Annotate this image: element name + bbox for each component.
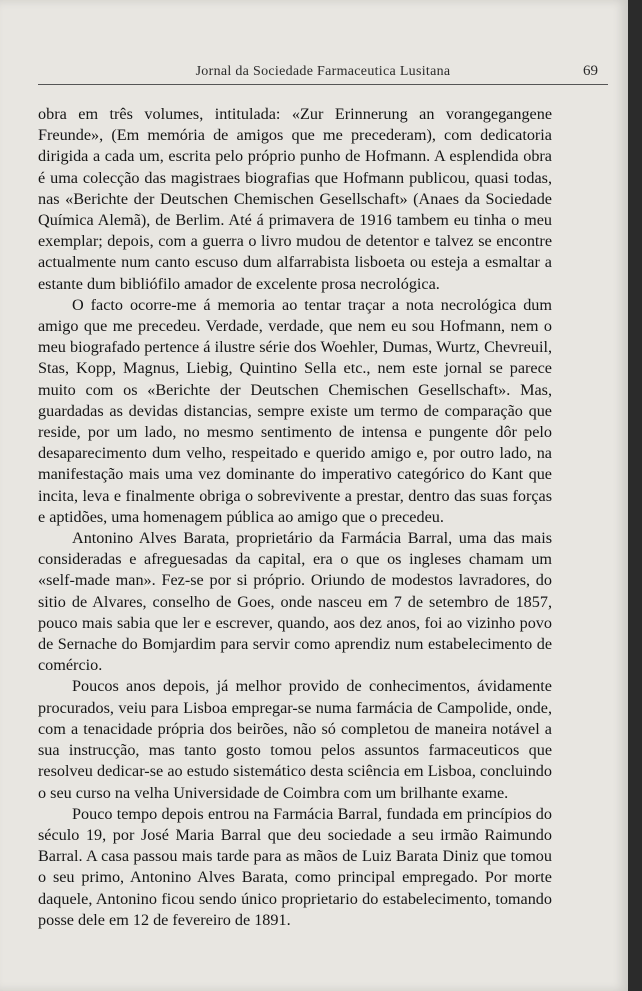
- paragraph-4: Poucos anos depois, já melhor provido de conhecimentos, ávidamente procurados, veiu para Lisboa empregar-se numa farmácia de Campolide, onde, com a tenacidade própria dos beirões, não só completou de maneira notável a sua instrucção, mas tanto gosto tomou pelos assuntos farmaceuticos que resolveu dedicar-se ao estudo sistemático desta sciência em Lisboa, concluindo o seu curso na velha Universidade de Coimbra com um brilhante exame.: [38, 677, 552, 802]
- paragraph-5: Pouco tempo depois entrou na Farmácia Barral, fundada em princípios do século 19, por José Maria Barral que deu sociedade a seu irmão Raimundo Barral. A casa passou mais tarde para as mãos de Luiz Barata Diniz que tomou o seu primo, Antonino Alves Barata, como principal empregado. Por morte daquele, Antonino ficou sendo único proprietario do estabelecimento, tomando posse dele em 12 de fevereiro de 1891.: [38, 804, 552, 929]
- running-header: [38, 62, 608, 85]
- paragraph-1: obra em três volumes, intitulada: «Zur Erinnerung an vorangegangene Freunde», (Em memória de amigos que me precederam), com dedicatoria dirigida a cada um, escrita pelo próprio punho de Hofmann. A esplendida obra é uma colecção das magistraes biografias que Hofmann publicou, quasi todas, nas «Berichte der Deutschen Chemischen Gesellschaft» (Anaes da Sociedade Química Alemã), de Berlim. Até á primavera de 1916 tambem eu tinha o meu exemplar; depois, com a guerra o livro mudou de detentor e talvez se encontre actualmente num canto escuso dum alfarrabista lisboeta ou esteja a esmaltar a estante dum bibliófilo amador de excelente prosa necrológica.: [38, 105, 552, 293]
- paragraph-2: O facto ocorre-me á memoria ao tentar traçar a nota necrológica dum amigo que me precedeu. Verdade, verdade, que nem eu sou Hofmann, nem o meu biografado pertence á ilustre série dos Woehler, Dumas, Wurtz, Chevreuil, Stas, Kopp, Magnus, Liebig, Quintino Sella etc., nem este jornal se parece muito com os «Berichte der Deutschen Chemischen Gesellschaft». Mas, guardadas as devidas distancias, sempre existe um termo de comparação que reside, por um lado, no mesmo sentimento de intensa e pungente dôr pelo desaparecimento dum velho, respeitado e querido amigo e, por outro lado, na manifestação mais uma vez dominante do imperativo categórico do Kant que incita, leva e finalmente obriga o sobrevivente a prestar, dentro das suas forças e aptidões, uma homenagem pública ao amigo que o precedeu.: [38, 295, 552, 526]
- journal-title: Jornal da Sociedade Farmaceutica Lusitana: [195, 64, 451, 79]
- paragraph-3: Antonino Alves Barata, proprietário da Farmácia Barral, uma das mais consideradas e afreguesadas da capital, era o que os ingleses chamam um «self-made man». Fez-se por si próprio. Oriundo de modestos lavradores, do sitio de Alvares, conselho de Goes, onde nasceu em 7 de setembro de 1857, pouco mais sabia que ler e escrever, quando, aos dez anos, foi ao vizinho povo de Sernache do Bomjardim para servir como aprendiz num estabelecimento de comércio.: [38, 529, 552, 675]
- page-number: 69: [583, 63, 598, 79]
- article-body: [38, 104, 552, 931]
